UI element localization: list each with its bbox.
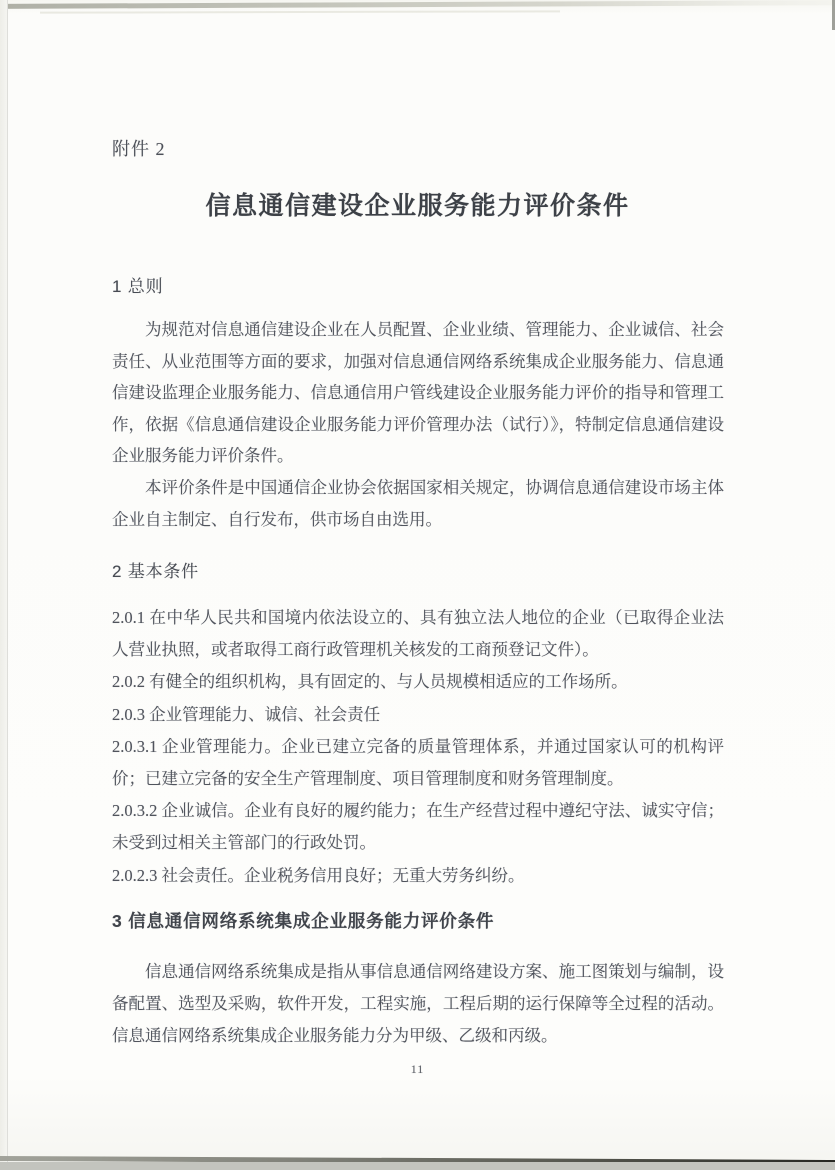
paragraph: 信息通信网络系统集成是指从事信息通信网络建设方案、施工图策划与编制，设备配置、选型及采购，软件开发，工程实施，工程后期的运行保障等全过程的活动。信息通信网络系统集成企业服务能力分为甲级、乙级和丙级。 — [112, 962, 724, 1045]
section-3-body — [112, 956, 724, 1052]
section-2-heading: 2 基本条件 — [112, 562, 199, 581]
clause-2-0-3: 2.0.3 企业管理能力、诚信、社会责任 — [112, 704, 381, 724]
attachment-label: 附件 2 — [112, 139, 166, 159]
document-title: 信息通信建设企业服务能力评价条件 — [205, 192, 630, 220]
section-3-heading: 3 信息通信网络系统集成企业服务能力评价条件 — [112, 911, 495, 931]
clause-2-0-1: 2.0.1 在中华人民共和国境内依法设立的、具有独立法人地位的企业（已取得企业法人营业执照，或者取得工商行政管理机关核发的工商预登记文件）。 — [112, 608, 724, 660]
scan-edge-top-faint — [40, 10, 560, 13]
paragraph: 本评价条件是中国通信企业协会依据国家相关规定，协调信息通信建设市场主体企业自主制定、自行发布，供市场自由选用。 — [112, 477, 724, 529]
section-1-heading: 1 总则 — [112, 277, 164, 296]
clause-2-0-2: 2.0.2 有健全的组织机构，具有固定的、与人员规模相适应的工作场所。 — [112, 672, 628, 692]
scan-edge-left — [0, 0, 8, 1170]
section-1-body — [112, 314, 724, 535]
clause-2-0-3-1: 2.0.3.1 企业管理能力。企业已建立完备的质量管理体系，并通过国家认可的机构评价；已建立完备的安全生产管理制度、项目管理制度和财务管理制度。 — [112, 736, 724, 789]
section-2-clauses — [112, 602, 724, 892]
paragraph: 为规范对信息通信建设企业在人员配置、企业业绩、管理能力、企业诚信、社会责任、从业范围等方面的要求，加强对信息通信网络系统集成企业服务能力、信息通信建设监理企业服务能力、信息通信用户管线建设企业服务能力评价的指导和管理工作，依据《信息通信建设企业服务能力评价管理办法（试行）》，特制定信息通信建设企业服务能力评价条件。 — [112, 320, 724, 466]
scan-edge-top — [0, 0, 835, 9]
clause-2-0-3-2: 2.0.3.2 企业诚信。企业有良好的履约能力；在生产经营过程中遵纪守法、诚实守信；未受到过相关主管部门的行政处罚。 — [112, 801, 724, 853]
scan-edge-bottom-band — [0, 1162, 835, 1170]
scan-edge-right — [827, 0, 829, 1170]
clause-2-0-2-3: 2.0.2.3 社会责任。企业税务信用良好；无重大劳务纠纷。 — [112, 865, 525, 885]
page-number: 11 — [410, 1062, 425, 1076]
